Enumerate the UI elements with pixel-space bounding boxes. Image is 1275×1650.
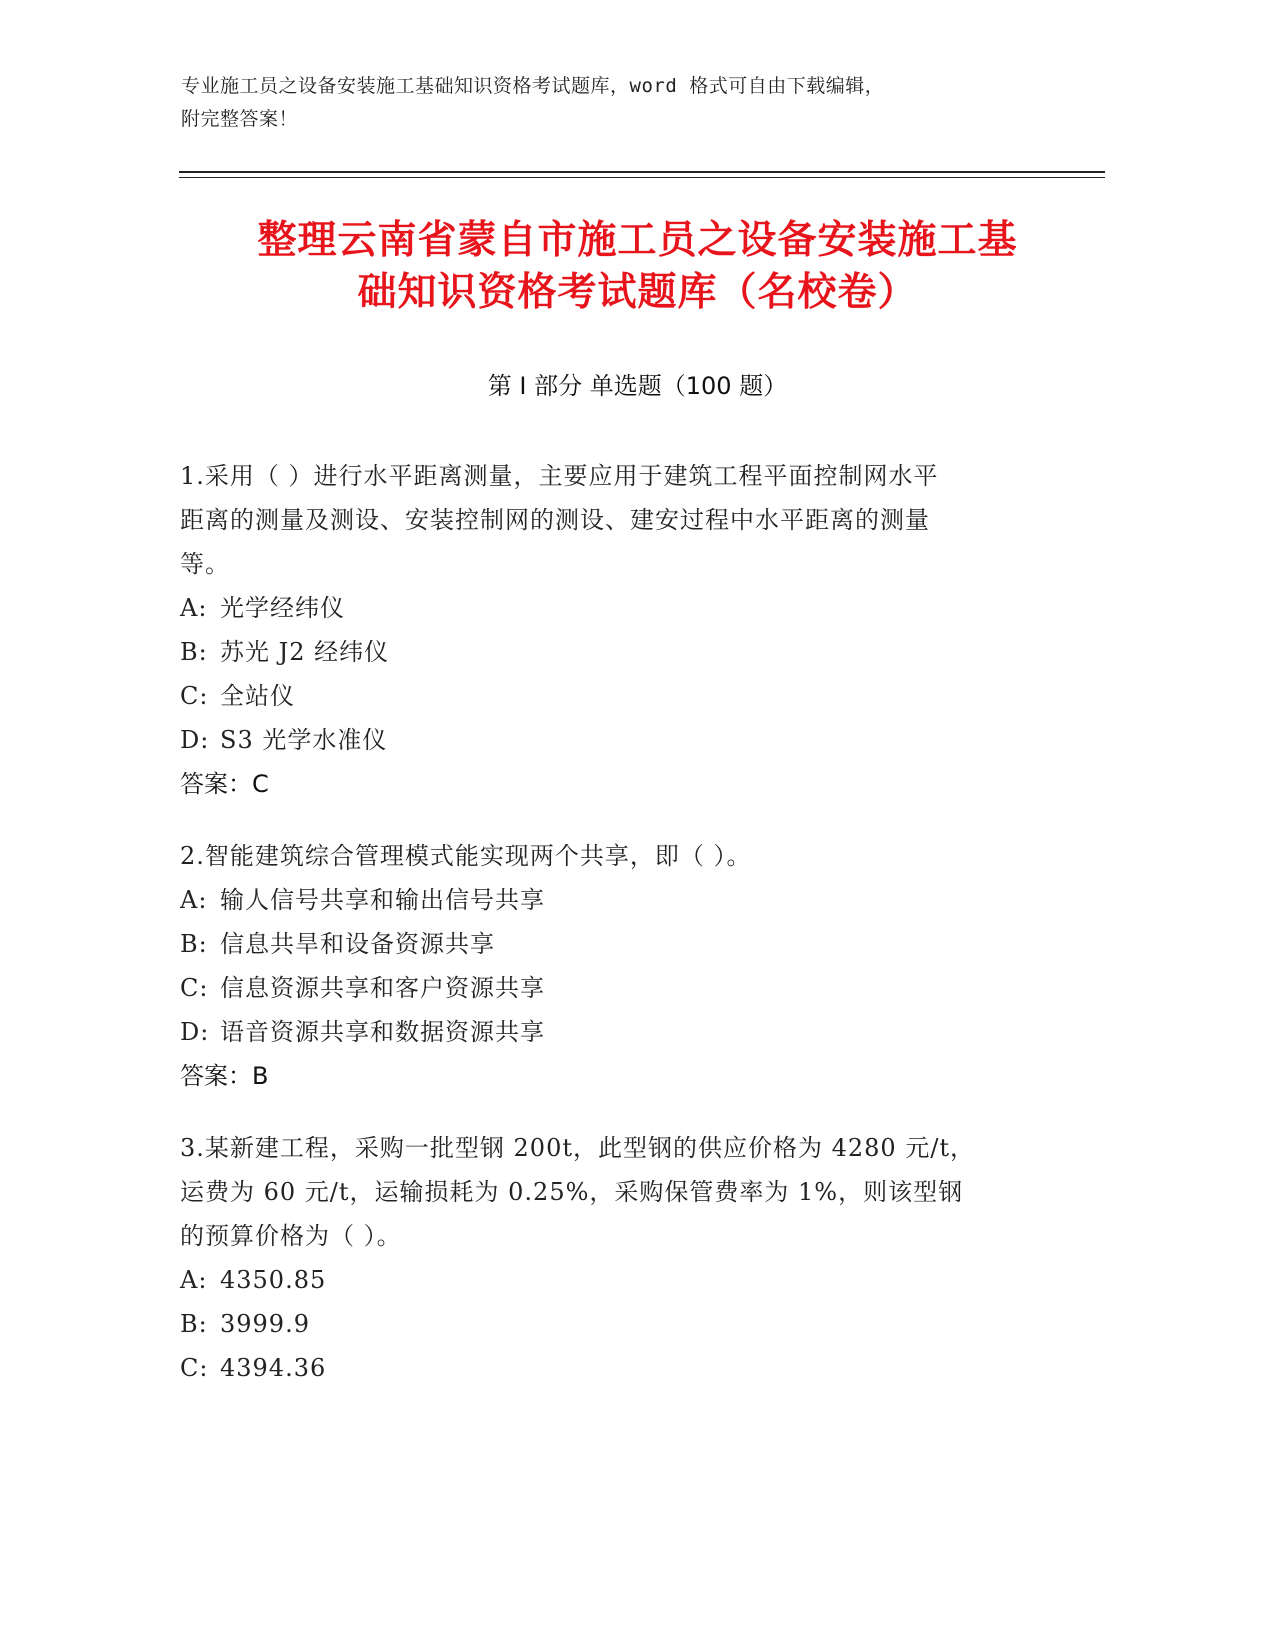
option-key: C: [180, 1354, 209, 1382]
option-key: D: [180, 1018, 210, 1046]
option-key: C: [180, 974, 209, 1002]
question-stem-line: 2.智能建筑综合管理模式能实现两个共享，即（ ）。 [180, 842, 752, 870]
question-stem [180, 1126, 1040, 1258]
option-a [180, 586, 1040, 630]
option-text: 3999.9 [220, 1310, 310, 1338]
question-list [180, 454, 1040, 1418]
header-note-line: 附完整答案！ [181, 108, 299, 130]
question-stem-line: 等。 [180, 550, 230, 578]
answer-line: 答案：B [180, 1062, 269, 1090]
option-c [180, 674, 1040, 718]
question-stem-line: 1.采用（ ）进行水平距离测量，主要应用于建筑工程平面控制网水平 [180, 462, 939, 490]
option-text: 信息共旱和设备资源共享 [220, 930, 495, 958]
option-b [180, 922, 1040, 966]
header-divider-thick [179, 171, 1105, 173]
option-key: B: [180, 1310, 208, 1338]
option-text: 光学经纬仪 [220, 594, 345, 622]
question-stem-line: 的预算价格为（ ）。 [180, 1222, 402, 1250]
option-key: A: [180, 1266, 208, 1294]
answer-line: 答案：C [180, 770, 269, 798]
option-key: C: [180, 682, 209, 710]
option-text: 语音资源共享和数据资源共享 [220, 1018, 545, 1046]
section-title: 第 I 部分 单选题（100 题） [487, 372, 788, 400]
option-text: S3 光学水准仪 [220, 726, 388, 754]
question-stem [180, 834, 1040, 878]
document-title [170, 215, 1105, 319]
option-a [180, 878, 1040, 922]
option-a [180, 1258, 1040, 1302]
option-d [180, 1010, 1040, 1054]
question-item [180, 1126, 1040, 1390]
option-text: 信息资源共享和客户资源共享 [220, 974, 545, 1002]
option-b [180, 630, 1040, 674]
document-title-line: 整理云南省蒙自市施工员之设备安装施工基 [257, 218, 1018, 263]
option-text: 全站仪 [220, 682, 295, 710]
option-b [180, 1302, 1040, 1346]
question-stem-line: 运费为 60 元/t，运输损耗为 0.25%，采购保管费率为 1%，则该型钢 [180, 1178, 964, 1206]
option-c [180, 1346, 1040, 1390]
option-text: 4394.36 [220, 1354, 327, 1382]
option-key: A: [180, 886, 208, 914]
option-d [180, 718, 1040, 762]
option-key: B: [180, 930, 208, 958]
option-key: D: [180, 726, 210, 754]
option-text: 输人信号共享和输出信号共享 [220, 886, 545, 914]
question-stem-line: 3.某新建工程，采购一批型钢 200t，此型钢的供应价格为 4280 元/t， [180, 1134, 976, 1162]
header-note [181, 70, 1041, 136]
question-stem [180, 454, 1040, 586]
option-text: 4350.85 [220, 1266, 327, 1294]
header-note-line: 专业施工员之设备安装施工基础知识资格考试题库，word 格式可自由下载编辑， [181, 75, 885, 97]
option-key: A: [180, 594, 208, 622]
option-c [180, 966, 1040, 1010]
option-key: B: [180, 638, 208, 666]
question-stem-line: 距离的测量及测设、安装控制网的测设、建安过程中水平距离的测量 [180, 506, 930, 534]
option-text: 苏光 J2 经纬仪 [220, 638, 390, 666]
header-divider-thin [179, 177, 1105, 178]
question-item [180, 454, 1040, 806]
question-item [180, 834, 1040, 1098]
document-title-line: 础知识资格考试题库（名校卷） [357, 270, 918, 315]
